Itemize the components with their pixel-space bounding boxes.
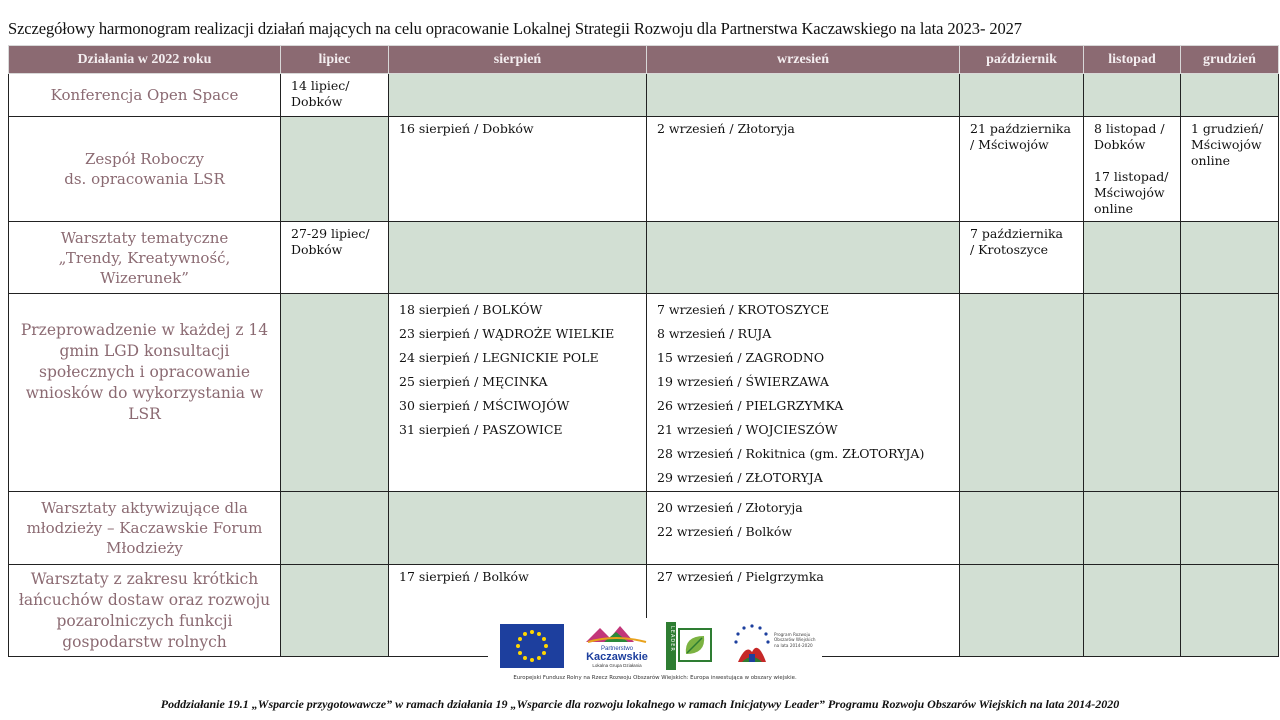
cell-text: 8 listopad / Dobków 17 listopad/ Mściwojów online <box>1094 121 1169 216</box>
schedule-cell-november <box>1084 492 1181 565</box>
cell-text: 17 sierpień / Bolków <box>399 569 529 584</box>
schedule-cell-september <box>647 222 960 294</box>
column-header-september: wrzesień <box>647 46 960 74</box>
logos-caption: Europejski Fundusz Rolny na Rzecz Rozwoju Obszarów Wiejskich: Europa inwestująca w obszary wiejskie. <box>513 675 797 681</box>
column-header-july: lipiec <box>281 46 389 74</box>
column-header-december: grudzień <box>1181 46 1279 74</box>
cell-text: 1 grudzień/ Mściwojów online <box>1191 121 1264 168</box>
schedule-cell-november <box>1084 294 1181 492</box>
schedule-cell-december <box>1181 222 1279 294</box>
table-row <box>9 117 1279 222</box>
list-item: 24 sierpień / LEGNICKIE POLE <box>399 350 599 365</box>
list-item: 23 sierpień / WĄDROŻE WIELKIE <box>399 326 615 341</box>
activity-cell: Konferencja Open Space <box>9 74 281 117</box>
schedule-cell-september <box>647 117 960 222</box>
list-item: 21 wrzesień / WOJCIESZÓW <box>657 422 838 437</box>
schedule-cell-december <box>1181 565 1279 657</box>
cell-text: 2 wrzesień / Złotoryja <box>657 121 795 136</box>
schedule-cell-july <box>281 565 389 657</box>
schedule-cell-october <box>960 294 1084 492</box>
schedule-cell-august <box>389 222 647 294</box>
prow-logo <box>728 622 818 674</box>
table-header-row <box>9 46 1279 74</box>
schedule-cell-december <box>1181 294 1279 492</box>
list-item: 19 wrzesień / ŚWIERZAWA <box>657 374 829 389</box>
schedule-cell-december <box>1181 492 1279 565</box>
schedule-cell-october <box>960 492 1084 565</box>
cell-text: 27-29 lipiec/ Dobków <box>291 226 370 257</box>
table-row <box>9 222 1279 294</box>
schedule-cell-november <box>1084 222 1181 294</box>
page-title: Szczegółowy harmonogram realizacji działań mających na celu opracowanie Lokalnej Strategii Rozwoju dla Partnerstwa Kaczawskiego na lata 2023- 2027 <box>8 19 1022 38</box>
list-item: 18 sierpień / BOLKÓW <box>399 302 543 317</box>
funding-logos <box>488 618 822 690</box>
schedule-cell-november <box>1084 565 1181 657</box>
list-item: 31 sierpień / PASZOWICE <box>399 422 563 437</box>
schedule-cell-august <box>389 492 647 565</box>
list-item: 22 wrzesień / Bolków <box>657 524 793 539</box>
schedule-cell-august <box>389 117 647 222</box>
list-item: 7 wrzesień / KROTOSZYCE <box>657 302 830 317</box>
cell-text: 7 października / Krotoszyce <box>970 226 1063 257</box>
cell-text: 27 wrzesień / Pielgrzymka <box>657 569 824 584</box>
list-item: 28 wrzesień / Rokitnica (gm. ZŁOTORYJA) <box>657 446 925 461</box>
schedule-cell-december <box>1181 117 1279 222</box>
schedule-cell-july <box>281 222 389 294</box>
leader-logo <box>666 622 712 672</box>
activity-cell: Zespół Roboczy ds. opracowania LSR <box>9 117 281 222</box>
activity-cell: Warsztaty z zakresu krótkich łańcuchów dostaw oraz rozwoju pozarolniczych funkcji gospodarstw rolnych <box>9 565 281 657</box>
schedule-cell-october <box>960 117 1084 222</box>
schedule-cell-december <box>1181 74 1279 117</box>
schedule-cell-july <box>281 117 389 222</box>
list-item: 26 wrzesień / PIELGRZYMKA <box>657 398 844 413</box>
eu-flag-icon <box>500 624 564 668</box>
leader-text: LEADER <box>669 626 675 652</box>
logo-top-text: Partnerstwo <box>600 646 633 652</box>
column-header-october: październik <box>960 46 1084 74</box>
schedule-cell-july <box>281 74 389 117</box>
consultation-list-september <box>647 294 959 490</box>
logo-sub-text: Lokalna Grupa Działania <box>592 663 642 668</box>
schedule-cell-november <box>1084 117 1181 222</box>
schedule-cell-october <box>960 222 1084 294</box>
schedule-cell-august <box>389 294 647 492</box>
schedule-cell-september <box>647 74 960 117</box>
schedule-cell-september <box>647 294 960 492</box>
table-row <box>9 74 1279 117</box>
cell-text: 14 lipiec/ Dobków <box>291 78 350 109</box>
prow-text: Program Rozwoju Obszarów Wiejskich na lata 2014-2020 <box>774 632 816 648</box>
schedule-cell-september <box>647 492 960 565</box>
activity-cell: Warsztaty aktywizujące dla młodzieży – Kaczawskie Forum Młodzieży <box>9 492 281 565</box>
cell-text: 21 października / Mściwojów <box>970 121 1071 152</box>
list-item: 20 wrzesień / Złotoryja <box>657 500 803 515</box>
leaf-icon <box>678 628 712 662</box>
schedule-cell-july <box>281 294 389 492</box>
consultation-list-august <box>389 294 646 442</box>
list-item: 8 wrzesień / RUJA <box>657 326 772 341</box>
column-header-november: listopad <box>1084 46 1181 74</box>
table-row <box>9 492 1279 565</box>
prow-emblem-icon <box>728 622 776 670</box>
schedule-cell-july <box>281 492 389 565</box>
list-item: 30 sierpień / MŚCIWOJÓW <box>399 398 570 413</box>
mountains-icon <box>582 622 652 644</box>
column-header-august: sierpień <box>389 46 647 74</box>
schedule-cell-november <box>1084 74 1181 117</box>
activity-cell: Przeprowadzenie w każdej z 14 gmin LGD konsultacji społecznych i opracowanie wniosków do wykorzystania w LSR <box>9 294 281 492</box>
schedule-cell-august <box>389 74 647 117</box>
schedule-cell-october <box>960 565 1084 657</box>
logo-name-text: Kaczawskie <box>586 651 648 663</box>
partnerstwo-kaczawskie-logo <box>582 622 652 672</box>
column-header-activities: Działania w 2022 roku <box>9 46 281 74</box>
list-item: 25 sierpień / MĘCINKA <box>399 374 548 389</box>
cell-text: 16 sierpień / Dobków <box>399 121 534 136</box>
schedule-cell-october <box>960 74 1084 117</box>
list-item: 15 wrzesień / ZAGRODNO <box>657 350 825 365</box>
activity-cell: Warsztaty tematyczne „Trendy, Kreatywność, Wizerunek” <box>9 222 281 294</box>
schedule-table <box>8 45 1279 657</box>
table-row <box>9 294 1279 492</box>
youth-forum-list <box>647 492 959 544</box>
list-item: 29 wrzesień / ZŁOTORYJA <box>657 470 823 485</box>
footer-note: Poddziałanie 19.1 „Wsparcie przygotowawcze” w ramach działania 19 „Wsparcie dla rozwoju lokalnego w ramach Inicjatywy Leader” Programu Rozwoju Obszarów Wiejskich na lata 2014-2020 <box>160 697 1120 711</box>
